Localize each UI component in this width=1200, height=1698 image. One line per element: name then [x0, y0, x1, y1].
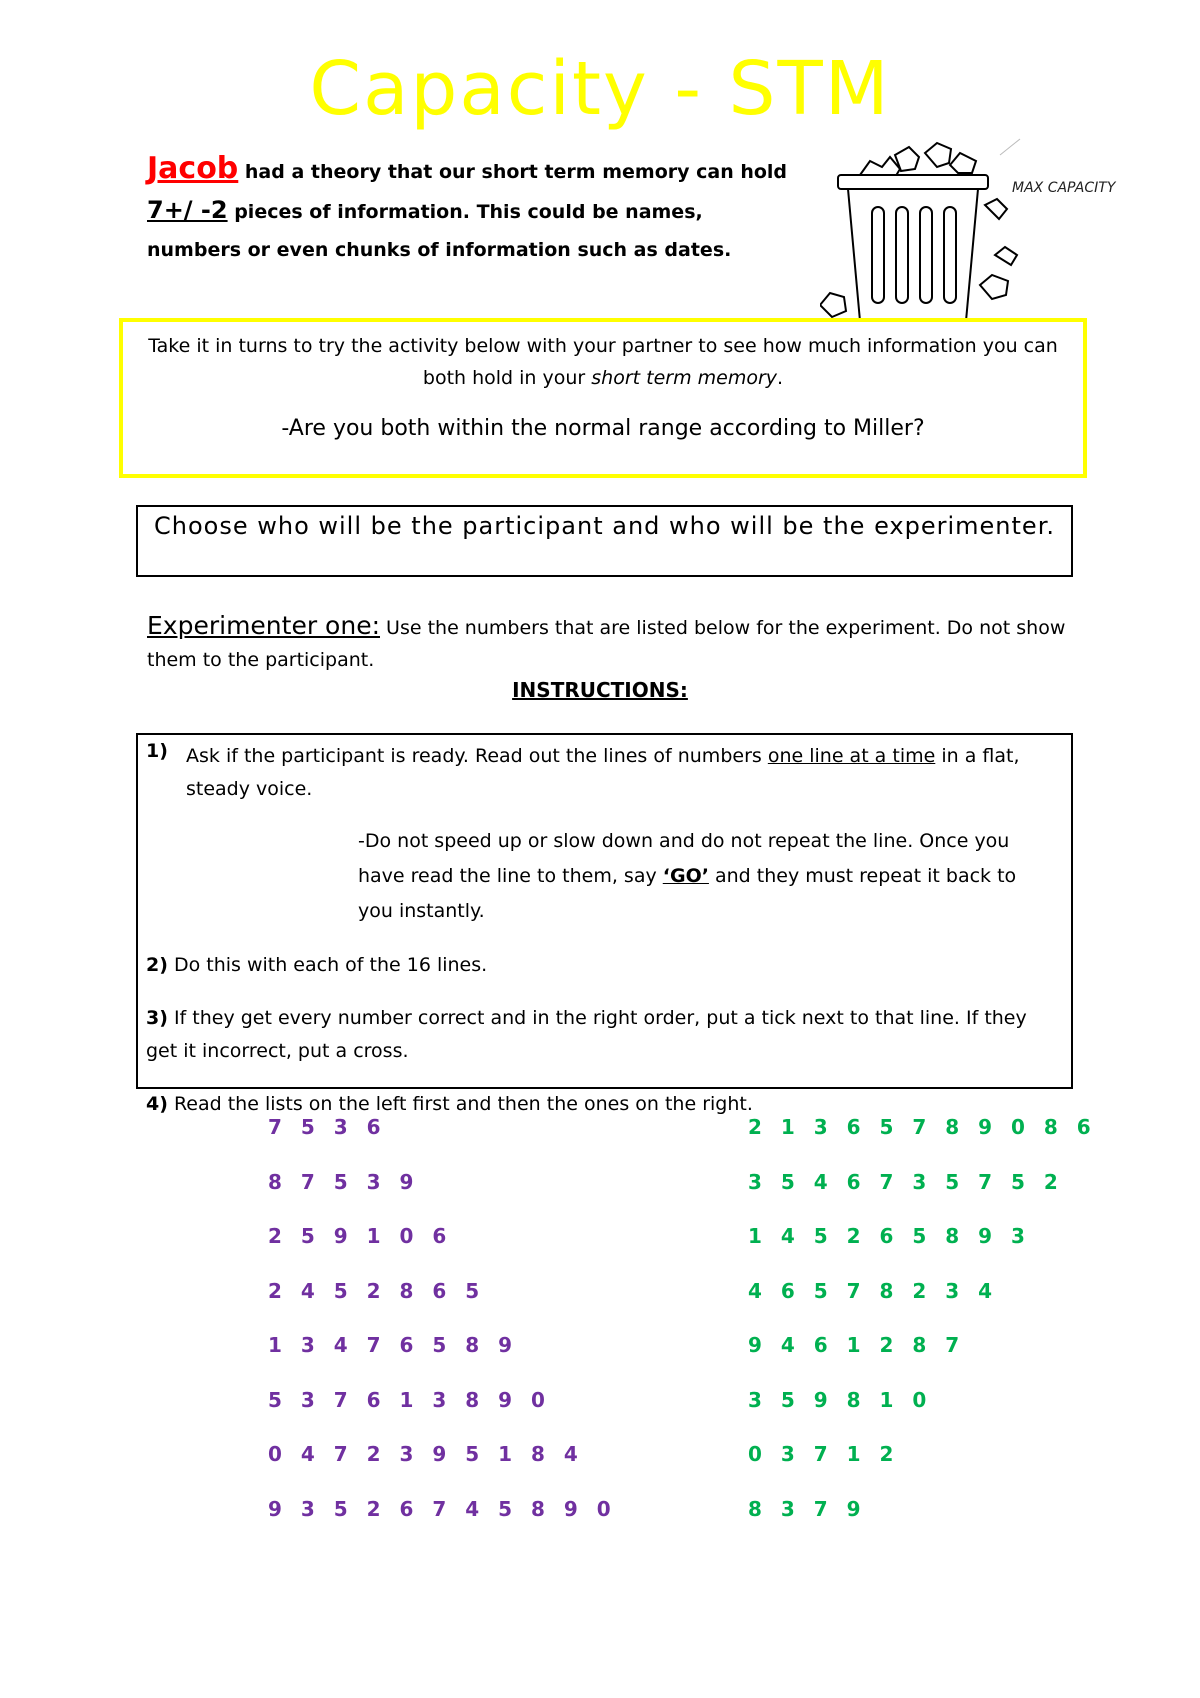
list-item: 3 5 9 8 1 0	[748, 1387, 933, 1412]
list-item: 4 6 5 7 8 2 3 4	[748, 1278, 999, 1303]
activity-text: Take it in turns to try the activity below with your partner to see how much information you can both hold in your short term memory.	[148, 335, 1058, 389]
list-item: 3 5 4 6 7 3 5 7 5 2	[748, 1169, 1064, 1194]
list-item: 0 4 7 2 3 9 5 1 8 4	[268, 1442, 584, 1466]
experimenter-text: Use the numbers that are listed below for the experiment. Do not show them to the participant.	[147, 617, 1066, 671]
step-2: 2) Do this with each of the 16 lines.	[146, 954, 488, 976]
number-list-left	[268, 1110, 617, 1546]
choose-roles-box: Choose who will be the participant and who will be the experimenter.	[136, 505, 1073, 577]
step-1: 1) Ask if the participant is ready. Read out the lines of numbers one line at a time in a flat, steady voice.	[146, 740, 1020, 800]
one-line-emphasis: one line at a time	[767, 745, 936, 767]
intro-line3: numbers or even chunks of information such as dates.	[147, 239, 732, 261]
list-item: 9 4 6 1 2 8 7	[748, 1333, 966, 1357]
activity-box	[119, 318, 1087, 478]
intro-line2: pieces of information. This could be names,	[227, 201, 703, 223]
number-list-right	[748, 1110, 1097, 1546]
intro-line1: had a theory that our short term memory can hold	[238, 161, 788, 183]
list-item: 2 1 3 6 5 7 8 9 0 8 6	[748, 1115, 1097, 1139]
page-title: Capacity - STM	[309, 46, 891, 132]
list-item: 1 3 4 7 6 5 8 9	[268, 1333, 519, 1357]
list-item: 2 5 9 1 0 6	[268, 1224, 453, 1248]
experimenter-heading: Experimenter one:	[147, 611, 380, 640]
jacob-name: Jacob	[147, 151, 239, 186]
list-item: 1 4 5 2 6 5 8 9 3	[748, 1224, 1031, 1248]
instructions-box	[136, 733, 1073, 1115]
intro-text	[147, 150, 787, 269]
experimenter-section	[147, 610, 1067, 676]
capacity-range: 7+/ -2	[147, 196, 228, 224]
step-1-detail: -Do not speed up or slow down and do not repeat the line. Once you have read the line to them, say ‘GO’ and they must repeat it back to you instantly.	[358, 830, 1017, 922]
list-item: 2 4 5 2 8 6 5	[268, 1278, 486, 1303]
overflowing-bin-icon	[820, 135, 1140, 335]
go-word: ‘GO’	[662, 865, 709, 887]
list-item: 8 3 7 9	[748, 1496, 867, 1521]
stm-emphasis: short term memory	[591, 367, 778, 389]
step-4: 4) Read the lists on the left first and then the ones on the right.	[146, 1093, 753, 1115]
step-3: 3) If they get every number correct and in the right order, put a tick next to that line. If they get it incorrect, put a cross.	[146, 1007, 1027, 1062]
list-item: 8 7 5 3 9	[268, 1169, 420, 1194]
instructions-heading: INSTRUCTIONS:	[512, 678, 688, 702]
list-item: 9 3 5 2 6 7 4 5 8 9 0	[268, 1496, 617, 1521]
max-capacity-label: MAX CAPACITY	[1012, 180, 1116, 196]
miller-question: -Are you both within the normal range according to Miller?	[281, 416, 925, 441]
list-item: 5 3 7 6 1 3 8 9 0	[268, 1387, 551, 1412]
list-item: 7 5 3 6	[268, 1115, 387, 1139]
list-item: 0 3 7 1 2	[748, 1442, 900, 1466]
